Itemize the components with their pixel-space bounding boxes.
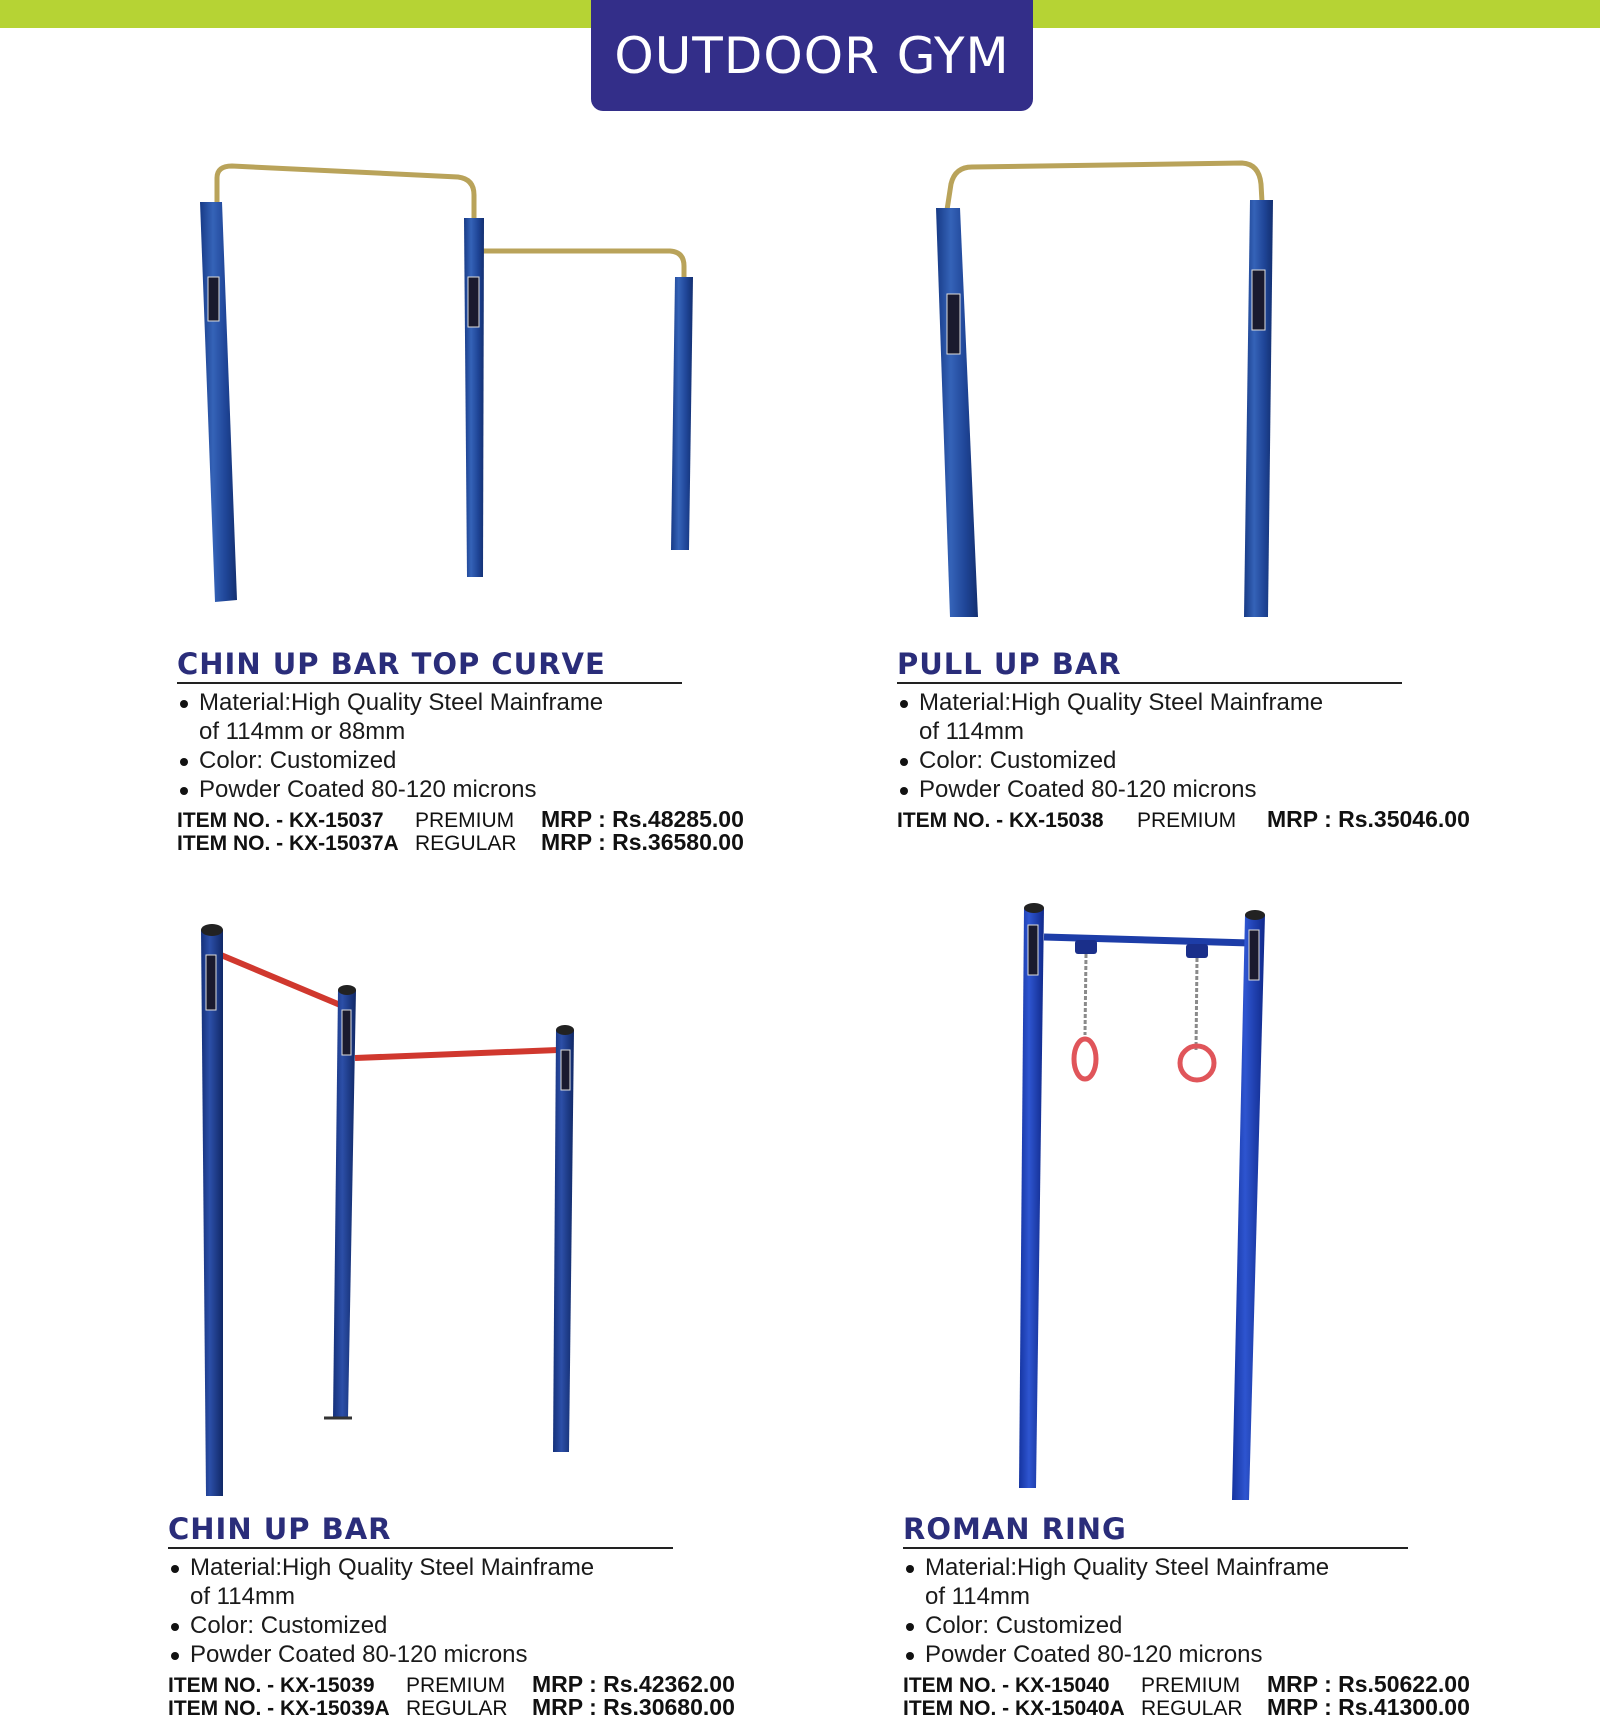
item-code: ITEM NO. - KX-15039 [168,1674,375,1697]
ring-chain [1196,958,1197,1050]
item-code: ITEM NO. - KX-15040A [903,1697,1125,1720]
post [553,1030,574,1452]
item-price: MRP : Rs.36580.00 [541,829,744,855]
product-title: ROMAN RING [903,1512,1127,1546]
item-grade: REGULAR [415,832,517,855]
feature-item [168,1611,788,1640]
red-bar [221,955,345,1007]
item-row [903,1696,1523,1719]
feature-text-continued: of 114mm [190,1583,295,1610]
item-list [177,808,797,854]
item-price: MRP : Rs.35046.00 [1267,806,1470,832]
item-row [177,831,797,854]
ring-clamp [1075,940,1097,954]
ring-chain [1085,954,1086,1035]
feature-list [903,1553,1523,1669]
item-code: ITEM NO. - KX-15038 [897,809,1104,832]
title-underline [168,1547,673,1549]
feature-item [168,1640,788,1669]
post-cap [1245,910,1265,920]
item-list [168,1673,788,1719]
feature-list [897,688,1517,804]
feature-text: Material:High Quality Steel Mainframe [925,1554,1330,1581]
feature-text: Powder Coated 80-120 microns [925,1641,1263,1668]
logo-label [1028,925,1038,975]
logo-label [468,277,479,327]
item-grade: PREMIUM [406,1674,506,1697]
post [1019,908,1044,1488]
feature-text-continued: of 114mm [919,718,1024,745]
ring-clamp [1186,944,1208,958]
logo-label [1249,930,1259,980]
feature-text: Color: Customized [190,1612,388,1639]
feature-text: Color: Customized [199,747,397,774]
item-code: ITEM NO. - KX-15039A [168,1697,390,1720]
pull-up-bar-illustration [936,163,1273,617]
item-price: MRP : Rs.30680.00 [532,1694,735,1720]
feature-text: Material:High Quality Steel Mainframe [199,689,604,716]
feature-item [897,746,1517,775]
post-cap [201,924,223,936]
roman-ring-illustration [1019,903,1265,1500]
item-grade: PREMIUM [415,809,515,832]
feature-item [897,775,1517,804]
logo-label [342,1010,351,1055]
feature-text: Powder Coated 80-120 microns [199,776,537,803]
post-cap [338,985,356,995]
item-grade: PREMIUM [1137,809,1237,832]
gym-ring [1074,1039,1096,1079]
feature-item [177,746,797,775]
post [464,218,484,577]
gold-bar-low [478,251,684,281]
item-code: ITEM NO. - KX-15040 [903,1674,1110,1697]
post [1232,915,1265,1500]
feature-item [168,1553,788,1611]
item-grade: REGULAR [406,1697,508,1720]
post [201,930,223,1496]
feature-text-continued: of 114mm or 88mm [199,718,406,745]
item-code: ITEM NO. - KX-15037A [177,832,399,855]
feature-text: Material:High Quality Steel Mainframe [190,1554,595,1581]
item-price: MRP : Rs.48285.00 [541,806,744,832]
logo-label [947,294,960,354]
gold-bar [947,163,1262,210]
title-underline [177,682,682,684]
product-title: CHIN UP BAR [168,1512,392,1546]
feature-text: Powder Coated 80-120 microns [919,776,1257,803]
cross-bar [1044,937,1250,943]
feature-list [168,1553,788,1669]
item-grade: PREMIUM [1141,1674,1241,1697]
feature-item [177,688,797,746]
logo-label [561,1050,570,1090]
feature-text: Material:High Quality Steel Mainframe [919,689,1324,716]
item-row [177,808,797,831]
item-price: MRP : Rs.50622.00 [1267,1671,1470,1697]
item-price: MRP : Rs.42362.00 [532,1671,735,1697]
post [671,277,693,550]
item-row [897,808,1517,831]
item-list [903,1673,1523,1719]
feature-text: Color: Customized [919,747,1117,774]
logo-label [206,955,216,1010]
product-card [177,647,797,854]
product-title: PULL UP BAR [897,647,1122,681]
item-list [897,808,1517,831]
post-cap [556,1025,574,1035]
feature-text: Color: Customized [925,1612,1123,1639]
post [200,202,237,602]
feature-item [903,1640,1523,1669]
item-code: ITEM NO. - KX-15037 [177,809,384,832]
logo-label [1252,270,1265,330]
post-cap [1024,903,1044,913]
product-card [897,647,1517,831]
product-card [168,1512,788,1719]
page-title: OUTDOOR GYM [614,26,1010,85]
feature-text: Powder Coated 80-120 microns [190,1641,528,1668]
product-card [903,1512,1523,1719]
item-grade: REGULAR [1141,1697,1243,1720]
feature-list [177,688,797,804]
gym-ring [1180,1046,1214,1080]
post [936,208,978,617]
product-title: CHIN UP BAR TOP CURVE [177,647,606,681]
title-underline [897,682,1402,684]
item-row [903,1673,1523,1696]
title-underline [903,1547,1408,1549]
chin-up-bar-illustration [201,924,574,1496]
item-row [168,1673,788,1696]
logo-label [208,277,219,321]
item-row [168,1696,788,1719]
post [1244,200,1273,617]
gold-bar-high [217,166,474,220]
chin-up-bar-top-curve-illustration [200,166,693,602]
item-price: MRP : Rs.41300.00 [1267,1694,1470,1720]
feature-item [903,1611,1523,1640]
red-bar [355,1050,558,1058]
feature-item [177,775,797,804]
feature-item [903,1553,1523,1611]
feature-text-continued: of 114mm [925,1583,1030,1610]
feature-item [897,688,1517,746]
